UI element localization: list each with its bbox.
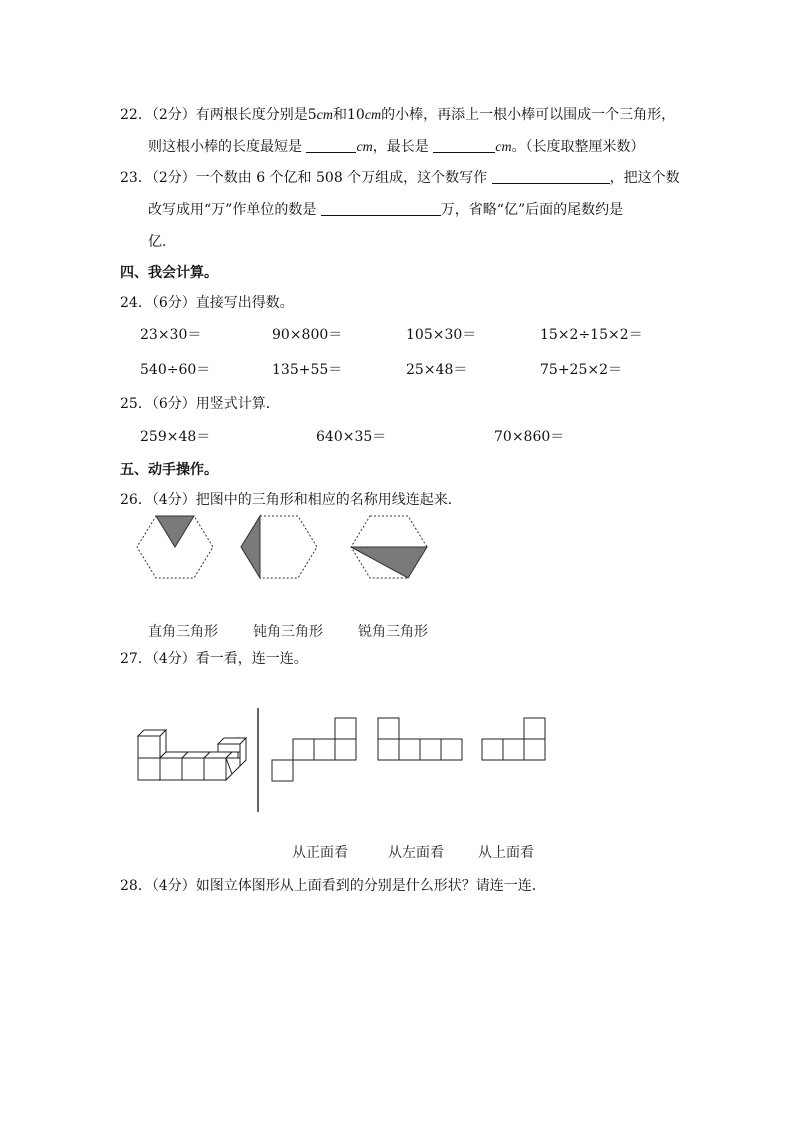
unit: cm (495, 140, 512, 155)
question-text: 有两根长度分别是 (195, 107, 308, 123)
triangle-label: 钝角三角形 (253, 624, 323, 640)
question-text: 则这根小棒的长度最短是 (148, 139, 302, 155)
question-27-header (120, 648, 308, 668)
question-text: 如图立体图形从上面看到的分别是什么形状？请连一连． (195, 878, 546, 894)
triangle-label: 锐角三角形 (358, 624, 428, 640)
question-number: 26． (120, 492, 152, 508)
cube-views-figure (134, 708, 554, 828)
view-shape-3 (482, 718, 545, 760)
section-title: 五、动手操作。 (120, 462, 218, 478)
calc-item: 70×860＝ (494, 429, 565, 445)
question-23-line-2 (148, 199, 623, 219)
question-text: 的小棒，再添上一根小棒可以围成一个三角形， (381, 107, 676, 123)
question-text: ，把这个数 (609, 170, 680, 186)
answer-blank-shortest[interactable] (306, 138, 356, 153)
unit: cm (356, 140, 373, 155)
question-24-header (120, 292, 294, 312)
unit: cm (364, 108, 382, 123)
view-shape-1 (272, 718, 356, 781)
hexagon-obtuse-triangle (241, 516, 317, 578)
view-label: 从左面看 (388, 845, 444, 861)
question-score: （4分） (151, 492, 196, 508)
question-text: ，最长是 (372, 139, 429, 155)
cube-solid-drawing (138, 730, 246, 780)
question-number: 27． (120, 651, 152, 667)
unit: cm (316, 108, 333, 123)
question-score: （6分） (151, 396, 196, 412)
answer-blank-number[interactable] (492, 169, 610, 184)
question-text: 万，省略“亿”后面的尾数约是 (440, 202, 624, 218)
question-text: 一个数由 6 个亿和 508 个万组成，这个数写作 (195, 170, 488, 186)
question-text: 用竖式计算． (195, 396, 280, 412)
question-25-header (120, 393, 280, 413)
question-number: 22． (120, 107, 152, 123)
question-score: （4分） (151, 878, 196, 894)
calc-item: 90×800＝ (272, 327, 343, 343)
hexagon-acute-triangle (351, 516, 427, 578)
calc-item: 75+25×2＝ (540, 362, 622, 378)
question-23-line-3 (148, 231, 176, 251)
question-23-line-1 (120, 167, 680, 187)
answer-blank-wan[interactable] (321, 201, 441, 216)
calc-item: 25×48＝ (406, 362, 468, 378)
value: 5 (307, 107, 317, 123)
question-28-header (120, 875, 546, 895)
view-shape-2 (378, 718, 462, 760)
question-number: 28． (120, 878, 152, 894)
answer-blank-longest[interactable] (433, 138, 495, 153)
question-score: （4分） (151, 651, 196, 667)
triangle-label: 直角三角形 (148, 624, 218, 640)
question-text: 看一看，连一连。 (195, 651, 308, 667)
calc-item: 135+55＝ (272, 362, 343, 378)
calc-item: 259×48＝ (140, 429, 211, 445)
question-number: 25． (120, 396, 152, 412)
calc-item: 540÷60＝ (140, 362, 211, 378)
question-text: 直接写出得数。 (195, 295, 294, 311)
hexagon-right-triangle (137, 516, 213, 578)
question-score: （2分） (151, 107, 196, 123)
question-22-line-2 (148, 136, 645, 156)
calc-item: 105×30＝ (406, 327, 477, 343)
view-label: 从上面看 (478, 845, 534, 861)
calc-item: 23×30＝ (140, 327, 202, 343)
question-score: （6分） (151, 295, 196, 311)
calc-item: 640×35＝ (316, 429, 387, 445)
value: 10 (347, 107, 365, 123)
question-text: 。（长度取整厘米数） (511, 139, 645, 155)
question-text: 把图中的三角形和相应的名称用线连起来． (195, 492, 462, 508)
view-label: 从正面看 (292, 845, 348, 861)
question-number: 24． (120, 295, 152, 311)
question-text: 改写成用“万”作单位的数是 (148, 202, 317, 218)
question-text: 和 (333, 107, 347, 123)
question-number: 23． (120, 170, 152, 186)
question-text: 亿． (148, 234, 176, 250)
question-score: （2分） (151, 170, 196, 186)
question-26-header (120, 489, 462, 509)
triangles-figure (132, 512, 452, 592)
calc-item: 15×2÷15×2＝ (540, 327, 643, 343)
question-22-line-1 (120, 104, 675, 124)
section-title: 四、我会计算。 (120, 265, 218, 281)
